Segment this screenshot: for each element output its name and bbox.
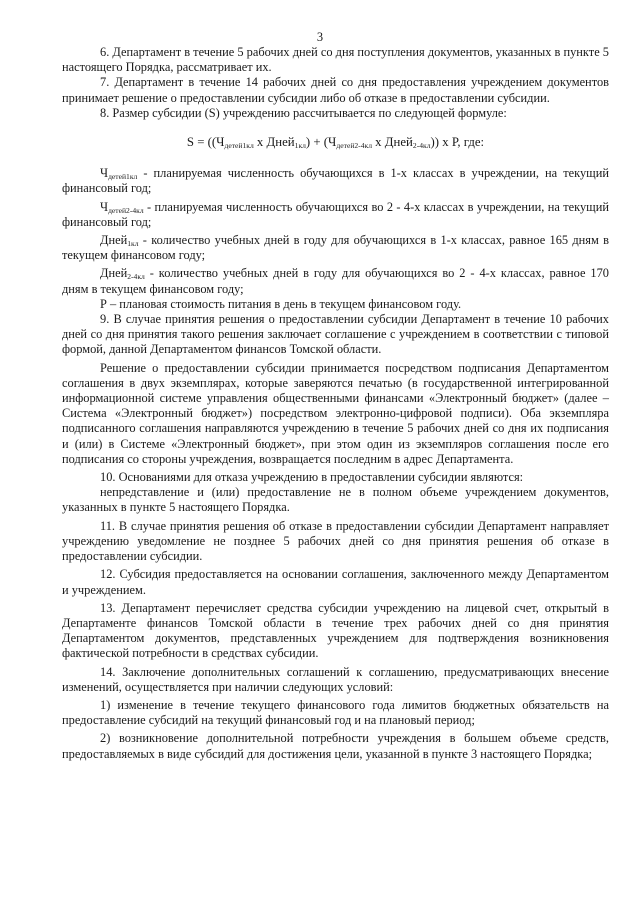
definition-text: - количество учебных дней в году для обучающихся в 1-х классах, равное 165 дням в текущем финансовом году; <box>62 233 609 263</box>
definition-symbol: Ч <box>100 199 109 214</box>
definition-children-grade1 <box>62 166 609 196</box>
definition-symbol: Дней <box>100 233 128 248</box>
paragraph-13: 13. Департамент перечисляет средства субсидии учреждению на лицевой счет, открытый в Департаменте финансов Томской области в течение трех рабочих дней со дня принятия Департаментом документов, представленных учреждением для подтверждения возникновения фактической потребности в средствах субсидии. <box>62 600 609 661</box>
paragraph-10-reason: непредставление и (или) предоставление не в полном объеме учреждением документов, указанных в пункте 5 настоящего Порядка. <box>62 485 609 515</box>
paragraph-9: 9. В случае принятия решения о предоставлении субсидии Департамент в течение 10 рабочих дней со дня принятия такого решения заключает соглашение с учреждением в соответствии с типовой формой, данной Департаментом финансов Томской области. <box>62 312 609 357</box>
subsidy-formula <box>62 135 609 150</box>
definition-days-grade1 <box>62 233 609 263</box>
paragraph-14-item-1: 1) изменение в течение текущего финансового года лимитов бюджетных обязательств на предоставление субсидий на текущий финансовый год и на плановый период; <box>62 697 609 728</box>
paragraph-12: 12. Субсидия предоставляется на основании соглашения, заключенного между Департаментом и учреждением. <box>62 567 609 597</box>
definition-days-grade2-4 <box>62 266 609 296</box>
formula-subscript: детей2-4кл <box>336 141 372 151</box>
paragraph-11: 11. В случае принятия решения об отказе в предоставлении субсидии Департамент направляет учреждению уведомление не позднее 5 рабочих дней со дня принятия решения об отказе в предоставлении субсидии. <box>62 518 609 564</box>
formula-part: ) + (Ч <box>305 135 337 150</box>
formula-subscript: 1кл <box>294 141 306 151</box>
definition-subscript: детей2-4кл <box>108 205 144 215</box>
paragraph-8: 8. Размер субсидии (S) учреждению рассчитывается по следующей формуле: <box>100 105 507 120</box>
definition-meal-cost: Р – плановая стоимость питания в день в текущем финансовом году. <box>100 296 462 311</box>
formula-part: S = ((Ч <box>186 135 225 150</box>
definition-subscript: 1кл <box>127 239 139 249</box>
paragraph-14: 14. Заключение дополнительных соглашений к соглашению, предусматривающих внесение изменений, осуществляется при наличии следующих условий: <box>62 664 609 694</box>
document-body <box>62 45 609 762</box>
paragraph-6: 6. Департамент в течение 5 рабочих дней со дня поступления документов, указанных в пункте 5 настоящего Порядка, рассматривает их. <box>62 45 609 75</box>
definition-symbol: Дней <box>100 266 128 281</box>
formula-subscript: детей1кл <box>224 141 254 151</box>
definition-text: - планируемая численность обучающихся в 1-х классах в учреждении, на текущий финансовый год; <box>62 166 609 196</box>
definition-subscript: 2-4кл <box>127 272 145 282</box>
page-number: 3 <box>316 30 324 44</box>
paragraph-9-decision: Решение о предоставлении субсидии принимается посредством подписания Департаментом соглашения в двух экземплярах, которые заверяются печатью (в государственной интегрированной информационной системе управления общественными финансами «Электронный бюджет» (далее – Система «Электронный бюджет») посредством электронно-цифровой подписи). Оба экземпляра подписанного соглашения направляются учреждению в течение 5 рабочих дней со дня их подписания и (или) в Системе «Электронный бюджет», при этом один из экземпляров соглашения после его подписания со стороны учреждения, возвращается последним в адрес Департамента. <box>62 360 609 466</box>
definition-children-grade2-4 <box>62 200 609 230</box>
definition-symbol: Ч <box>100 166 109 181</box>
definition-text: - количество учебных дней в году для обучающихся во 2 - 4-х классах, равное 170 дням в текущем финансовом году; <box>62 266 609 296</box>
paragraph-14-item-2: 2) возникновение дополнительной потребности учреждения в большем объеме средств, предоставляемых в виде субсидий для достижения цели, указанной в пункте 3 настоящего Порядка; <box>62 731 609 761</box>
definition-text: - планируемая численность обучающихся во 2 - 4-х классах в учреждении, на текущий финансовый год; <box>62 199 609 229</box>
paragraph-10: 10. Основаниями для отказа учреждению в предоставлении субсидии являются: <box>100 470 524 485</box>
formula-part: х Дней <box>253 135 295 150</box>
formula-subscript: 2-4кл <box>412 141 431 151</box>
formula-part: )) х Р, где: <box>430 135 485 150</box>
formula-part: х Дней <box>371 135 413 150</box>
definition-subscript: детей1кл <box>108 172 138 182</box>
paragraph-7: 7. Департамент в течение 14 рабочих дней со дня предоставления учреждением документов принимает решение о предоставлении субсидии либо об отказе в предоставлении субсидии. <box>62 75 609 105</box>
